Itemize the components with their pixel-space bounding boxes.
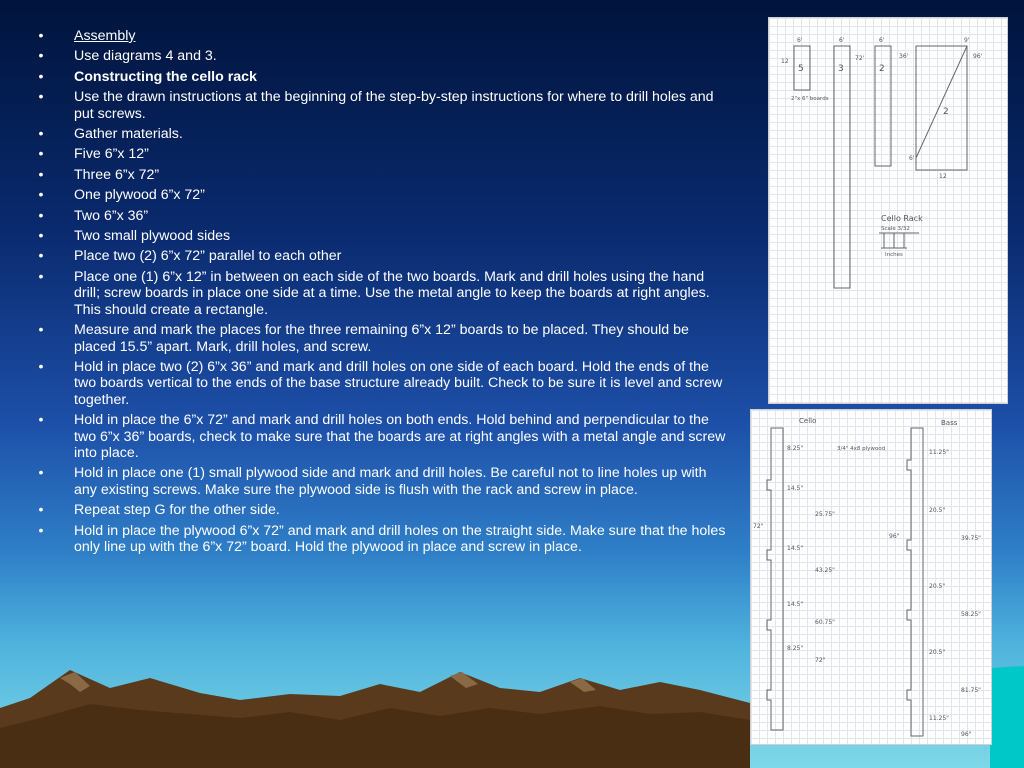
bass-dim-2: 20.5" (929, 507, 946, 514)
dim-72: 72' (855, 55, 865, 62)
cello-dim-6: 14.5" (787, 601, 804, 608)
dim-96: 96' (973, 53, 983, 60)
instruction-item (36, 28, 726, 44)
instructions-panel (36, 28, 726, 559)
instruction-text: Hold in place the plywood 6”x 72” and mark and drill holes on the straight side. Make sure that the holes only line up with the 6”x 72” board. Hold the plywood in place and screw in place. (74, 522, 726, 555)
dim-6d: 6' (909, 155, 915, 162)
instruction-item (36, 167, 726, 183)
bass-dim-3: 39.75" (961, 535, 981, 542)
bullet-marker: • (38, 412, 44, 429)
bullet-marker: • (38, 465, 44, 482)
bullet-marker: • (38, 28, 44, 44)
instruction-list (36, 28, 726, 555)
bass-dim-6: 20.5" (929, 649, 946, 656)
instruction-text: One plywood 6”x 72” (74, 187, 205, 204)
instruction-text: Measure and mark the places for the three remaining 6”x 12” boards to be placed. They should be placed 15.5” apart. Mark, drill holes, and screw. (74, 322, 689, 355)
bullet-marker: • (38, 322, 44, 339)
cello-header: Cello (799, 417, 817, 425)
bullet-marker: • (38, 358, 44, 375)
instruction-item (36, 269, 726, 318)
bass-board (907, 428, 923, 736)
bullet-marker: • (38, 48, 44, 65)
bass-dim-7: 81.75" (961, 687, 981, 694)
dim-12: 12 (781, 58, 789, 65)
bullet-marker: • (38, 207, 44, 224)
instruction-text: Use diagrams 4 and 3. (74, 48, 217, 65)
cello-dim-8: 8.25" (787, 645, 804, 652)
instruction-item (36, 146, 726, 162)
instruction-item (36, 523, 726, 556)
inches-caption: Inches (885, 252, 903, 258)
instruction-item (36, 187, 726, 203)
bullet-marker: • (38, 522, 44, 539)
bass-dim-1: 11.25" (929, 449, 949, 456)
cello-rack-drawing (769, 18, 1007, 403)
instruction-text: Five 6”x 12” (74, 146, 149, 163)
dim-9: 9' (964, 37, 970, 44)
instruction-text: Constructing the cello rack (74, 68, 257, 85)
instruction-text: Repeat step G for the other side. (74, 502, 280, 519)
instruction-item (36, 248, 726, 264)
instruction-item (36, 412, 726, 461)
cello-bass-diagram (750, 409, 992, 745)
bullet-marker: • (38, 268, 44, 285)
instruction-item (36, 465, 726, 498)
boards-note: 2"x 6" boards (791, 96, 829, 102)
instruction-text: Place two (2) 6”x 72” parallel to each other (74, 248, 342, 265)
board-3-label: 3 (838, 64, 844, 74)
instruction-text: Place one (1) 6”x 12” in between on each side of the two boards. Mark and drill holes using the hand drill; screw boards in place one side at a time. Use the metal angle to keep the boards at right angles. This should create a rectangle. (74, 268, 710, 318)
cello-total-left: 72" (753, 523, 764, 530)
cello-dim-1: 8.25" (787, 445, 804, 452)
cello-dim-7: 60.75" (815, 619, 835, 626)
bullet-marker: • (38, 89, 44, 106)
bass-header: Bass (941, 419, 958, 427)
plywood-2-label: 2 (943, 107, 949, 117)
board-5-label: 5 (798, 64, 804, 74)
bullet-marker: • (38, 166, 44, 183)
cello-total-right: 72" (815, 657, 826, 664)
instruction-item (36, 502, 726, 518)
instruction-text: Hold in place one (1) small plywood side and mark and drill holes. Be careful not to line holes up with any existing screws. Make sure the plywood side is flush with the rack and screw in place. (74, 465, 707, 498)
cello-dim-4: 14.5" (787, 545, 804, 552)
bullet-marker: • (38, 502, 44, 519)
instruction-item (36, 322, 726, 355)
instruction-item (36, 89, 726, 122)
instruction-text: Gather materials. (74, 126, 183, 143)
bullet-marker: • (38, 187, 44, 204)
board-2-plywood (916, 46, 967, 170)
instruction-item (36, 208, 726, 224)
dim-6c: 6' (879, 37, 885, 44)
dim-6a: 6' (797, 37, 803, 44)
instruction-text: Three 6”x 72” (74, 166, 160, 183)
plywood-note: 3/4" 4x8 plywood (837, 446, 886, 452)
bass-total-right: 96" (961, 731, 972, 738)
instruction-item (36, 48, 726, 64)
instruction-text: Use the drawn instructions at the beginning of the step-by-step instructions for where to drill holes and put screws. (74, 89, 714, 122)
bullet-marker: • (38, 228, 44, 245)
instruction-text: Hold in place the 6”x 72” and mark and drill holes on both ends. Hold behind and perpendicular to the two 6”x 36” boards, check to make sure that the boards are at right angles with a metal angle and screw into place. (74, 412, 726, 461)
cello-dim-5: 43.25" (815, 567, 835, 574)
cello-dim-3: 25.75" (815, 511, 835, 518)
board-3 (834, 46, 850, 288)
bass-dim-8: 11.25" (929, 715, 949, 722)
bass-dim-5: 58.25" (961, 611, 981, 618)
board-2-label: 2 (879, 64, 885, 74)
dim-6b: 6' (839, 37, 845, 44)
bass-dim-4: 20.5" (929, 583, 946, 590)
cello-bass-drawing (751, 410, 991, 744)
instruction-item (36, 359, 726, 408)
dim-12b: 12 (939, 173, 947, 180)
cello-rack-diagram (768, 17, 1008, 404)
cello-dim-2: 14.5" (787, 485, 804, 492)
cello-board (767, 428, 783, 730)
instruction-item (36, 126, 726, 142)
instruction-item (36, 69, 726, 85)
dim-36: 36' (899, 53, 909, 60)
instruction-text: Two small plywood sides (74, 228, 231, 245)
bullet-marker: • (38, 126, 44, 143)
bullet-marker: • (38, 68, 44, 85)
instruction-item (36, 228, 726, 244)
instruction-text: Assembly (74, 28, 136, 44)
instruction-text: Hold in place two (2) 6”x 36” and mark and drill holes on one side of each board. Hold the ends of the two boards vertical to the ends of the base structure already built. Check to be sure it is level and screw together. (74, 358, 723, 408)
bass-total-left: 96" (889, 533, 900, 540)
instruction-text: Two 6”x 36” (74, 207, 149, 224)
scale-caption: Scale 3/32 (881, 226, 910, 232)
cello-rack-caption: Cello Rack (881, 214, 923, 223)
bullet-marker: • (38, 248, 44, 265)
bullet-marker: • (38, 146, 44, 163)
